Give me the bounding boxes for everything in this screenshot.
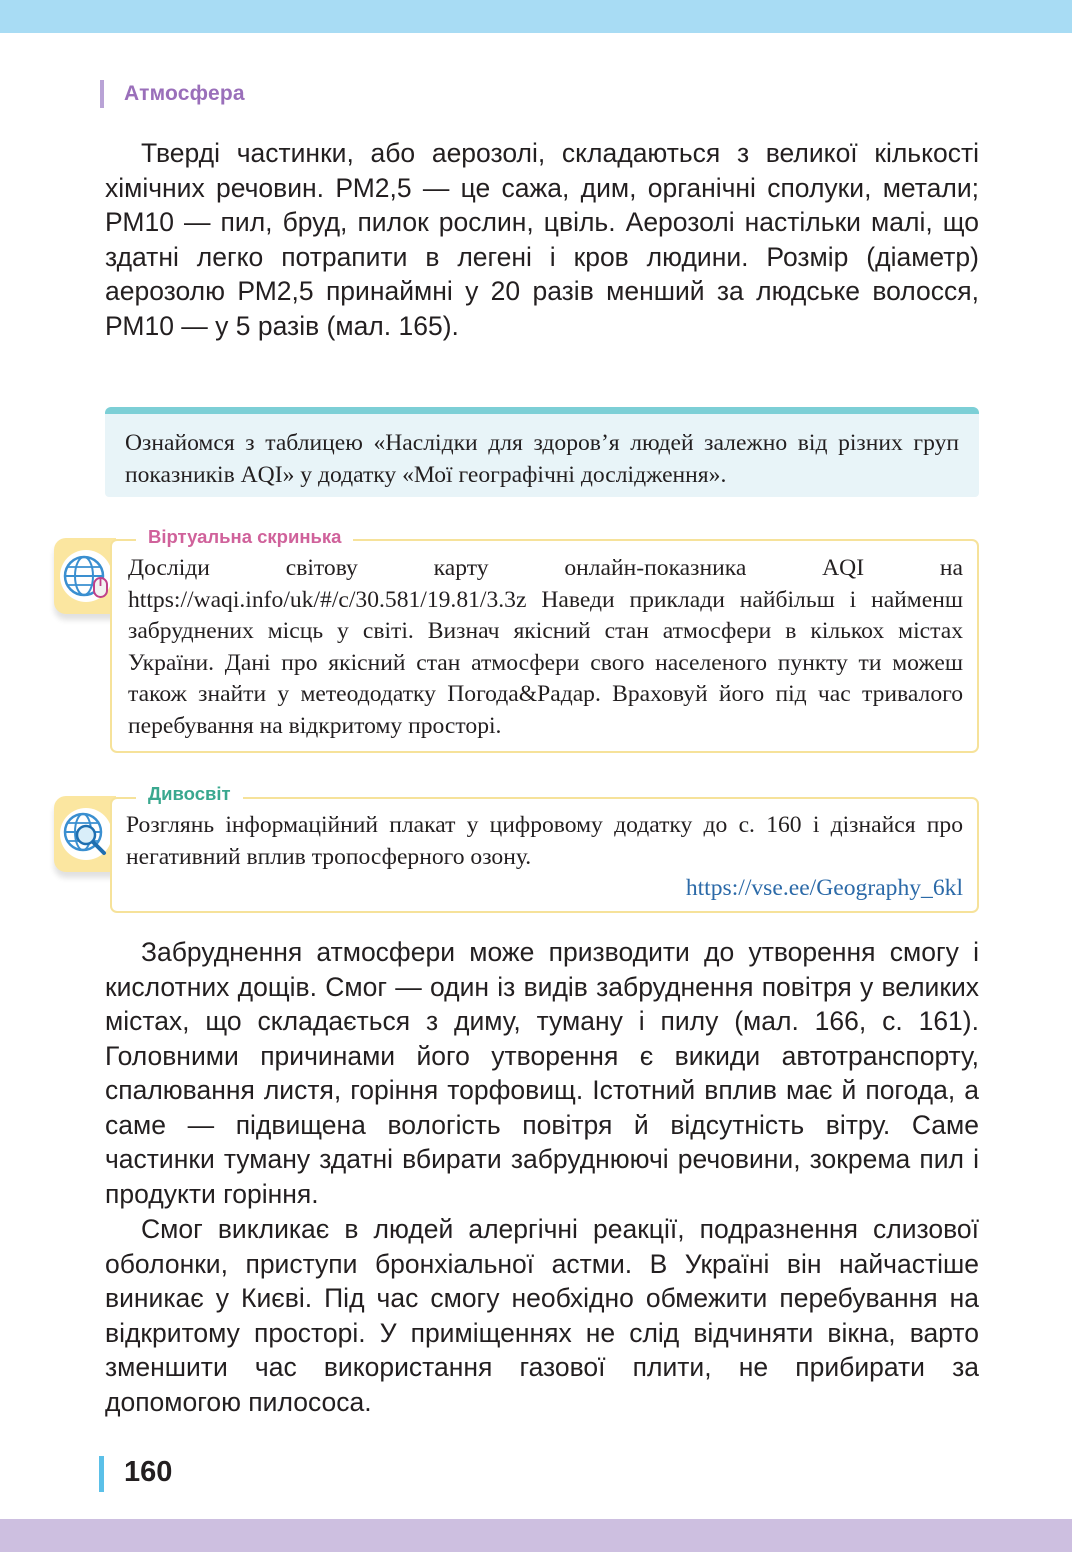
- globe-magnifier-icon: [58, 806, 114, 862]
- wonder-box-label: Дивосвіт: [136, 783, 243, 805]
- virtual-box: [110, 539, 979, 753]
- virtual-box-icon-tab: [54, 538, 116, 614]
- top-decorative-band: [0, 0, 1072, 33]
- paragraph-text: Тверді частинки, або аерозолі, складаються з великої кількості хімічних речовин. РМ2,5 — це сажа, дим, органічні сполуки, метали; РМ10 — пил, бруд, пилок рослин, цвіль. Аерозолі настільки малі, що здатні легко потрапити в легені і кров людини. Розмір (діаметр) аерозолю РМ2,5 принаймні у 20 разів менший за людське волосся, РМ10 — у 5 разів (мал. 165).: [105, 138, 979, 341]
- virtual-box-text: Досліди світову карту онлайн-показника AQI на https://waqi.info/uk/#/c/30.581/19.81/3.3z Наведи приклади найбільш і найменш забруднених місць у світі. Визнач якісний стан атмосфери в кількох містах України. Дані про якісний стан атмосфери свого населеного пункту ти можеш також знайти у метеододатку Погода&Радар. Враховуй його під час тривалого перебування на відкритому просторі.: [128, 555, 963, 739]
- globe-mouse-icon: [58, 548, 114, 604]
- page-number-marker: [99, 1456, 104, 1492]
- note-box: [105, 407, 979, 497]
- wonder-box: [110, 797, 979, 913]
- section-title: Атмосфера: [124, 82, 245, 105]
- body-paragraph: [105, 136, 979, 343]
- page-number: 160: [124, 1456, 173, 1488]
- section-marker-bar: [100, 80, 104, 108]
- paragraph-text: Смог викликає в людей алергічні реакції, подразнення слизової оболонки, приступи бронхіальної астми. В Україні він найчастіше виникає у Києві. Під час смогу необхідно обмежити перебування на відкритому просторі. У приміщеннях не слід відчиняти вікна, варто зменшити час використання газової плити, не прибирати за допомогою пилососа.: [105, 1214, 979, 1417]
- wonder-box-icon-tab: [54, 796, 116, 872]
- bottom-decorative-band: [0, 1519, 1072, 1552]
- paragraph-text: Забруднення атмосфери може призводити до утворення смогу і кислотних дощів. Смог — один із видів забруднення повітря у великих містах, що складається з диму, туману і пилу (мал. 166, с. 161). Головними причинами його утворення є викиди автотранспорту, спалювання листя, горіння торфовищ. Істотний вплив має й погода, а саме — підвищена вологість повітря й відсутність вітру. Саме частинки туману здатні вбирати забруднюючі речовини, зокрема пил і продукти горіння.: [105, 937, 979, 1209]
- body-paragraph: [105, 1212, 979, 1419]
- virtual-box-label: Віртуальна скринька: [136, 526, 353, 548]
- note-text: Ознайомся з таблицею «Наслідки для здоров’я людей залежно від різних груп показників AQI» у додатку «Мої географічні дослідження».: [125, 430, 959, 488]
- body-paragraph: [105, 935, 979, 1211]
- wonder-box-text: Розглянь інформаційний плакат у цифровому додатку до с. 160 і дізнайся про негативний вплив тропосферного озону.: [126, 812, 963, 870]
- wonder-box-link[interactable]: https://vse.ee/Geography_6kl: [685, 875, 963, 901]
